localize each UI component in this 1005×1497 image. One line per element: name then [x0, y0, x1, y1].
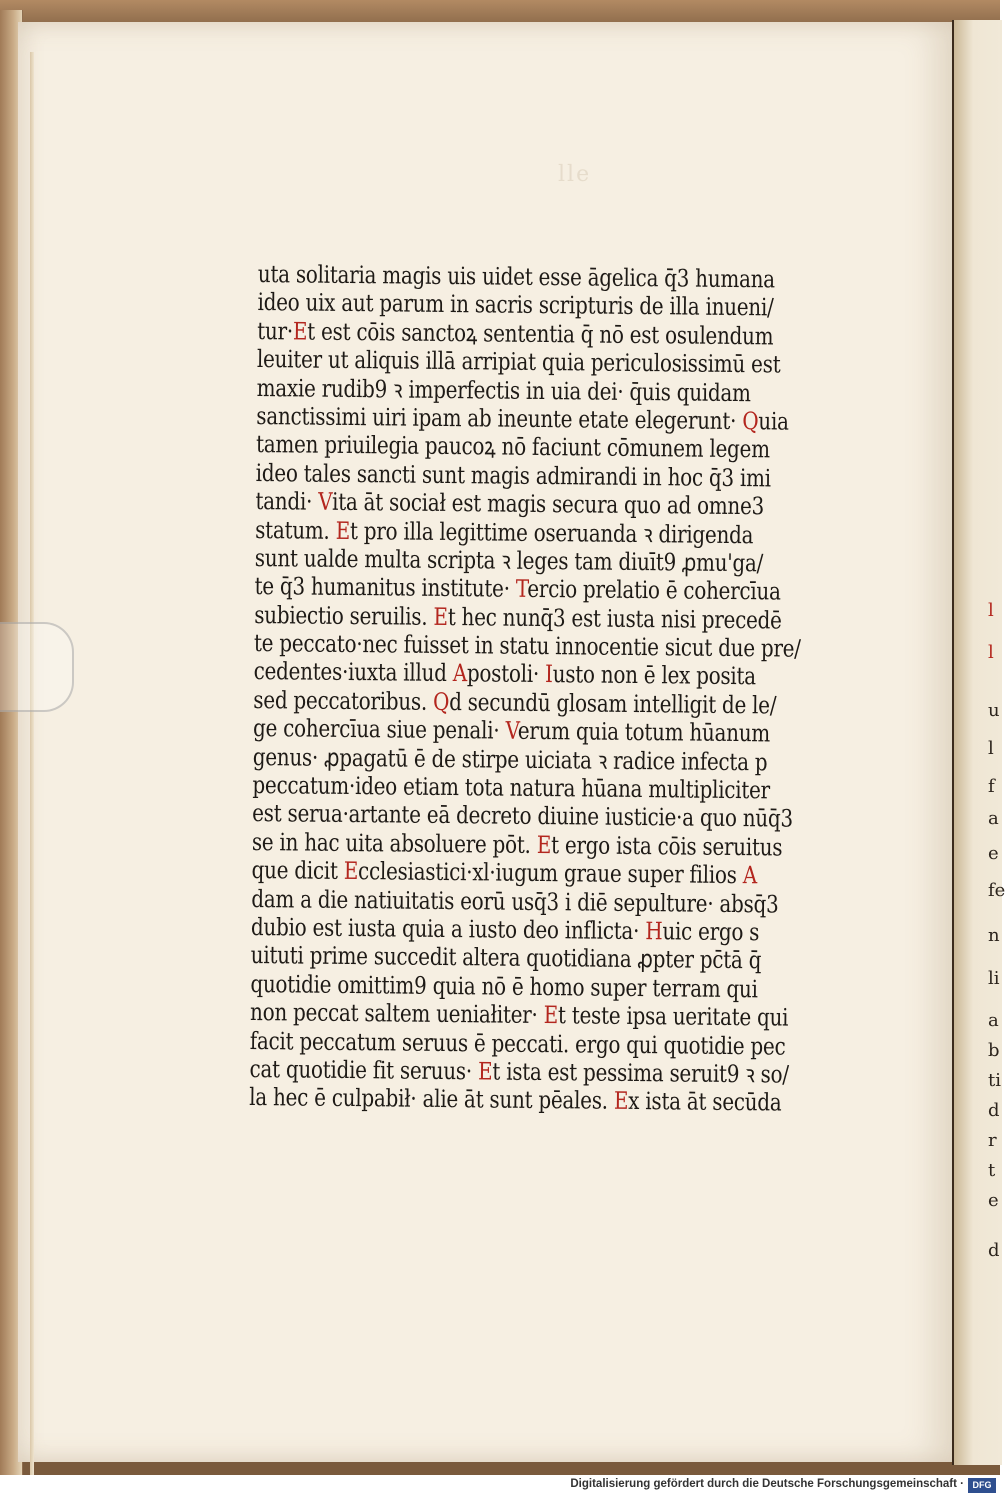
text-segment: postoli· [466, 659, 546, 689]
text-segment: tur· [257, 316, 294, 346]
text-line [249, 1083, 782, 1117]
facing-page-fragment: u [988, 700, 1000, 721]
text-segment: quotidie omittim9 quia nō ē homo super terram qui [250, 969, 758, 1004]
text-segment: usto non ē lex posita [552, 660, 757, 691]
rubricated-initial: I [544, 660, 553, 689]
text-segment: la hec ē culpabił· alie āt sunt pēales. [249, 1083, 615, 1116]
rubricated-initial: E [477, 1057, 493, 1086]
text-segment: leuiter ut aliquis illā arripiat quia periculosissimū est [256, 345, 781, 379]
text-segment: cclesiastici·xl·iugum graue super filios [357, 857, 743, 890]
faint-bleed-through-heading: lle [558, 162, 592, 187]
facing-page-fragment: b [988, 1040, 1000, 1061]
text-segment: te peccato·nec fuisset in statu innocentie sicut due pre/ [253, 629, 801, 663]
page-fold-line [30, 52, 34, 1482]
facing-page-fragment: fe [988, 880, 1005, 901]
text-segment: tamen priuilegia paucoꝝ nō faciunt cōmunem legem [255, 430, 770, 464]
rubricated-initial: E [536, 830, 552, 859]
text-segment: sanctissimi uiri ipam ab ineunte etate elegerunt· [256, 401, 743, 436]
text-segment: t pro illa legittime oseruanda ꝛ dirigenda [349, 516, 754, 549]
facing-page-fragment: n [988, 925, 1000, 946]
rubricated-initial: E [543, 1001, 559, 1030]
facing-page-fragment: f [988, 776, 995, 797]
text-segment: non peccat saltem ueniałiter· [249, 998, 544, 1030]
rubricated-initial: A [742, 861, 758, 890]
text-segment: subiectio seruilis. [254, 600, 434, 631]
text-segment: dubio est iusta quia a iusto deo inflicta· [250, 912, 646, 946]
text-segment: uia [758, 407, 789, 436]
facing-page-fragment: l [988, 738, 994, 759]
facing-page-fragment: li [988, 968, 1000, 989]
rubricated-initial: A [452, 659, 468, 688]
text-segment: cat quotidie fit seruus· [249, 1054, 479, 1086]
page-clip [0, 622, 74, 712]
text-segment: se in hac uita absoluere pōt. [251, 827, 537, 859]
text-segment: uituti prime succedit altera quotidiana ꝓpter pc̄tā q̄ [250, 941, 762, 975]
text-segment: sunt ualde multa scripta ꝛ leges tam diuīt9 ꝓmu'ga/ [254, 543, 764, 578]
text-segment: te q̄3 humanitus institute· [254, 572, 516, 604]
rubricated-initial: E [433, 602, 448, 631]
text-segment: sed peccatoribus. [253, 685, 434, 716]
facing-page-fragment: ti [988, 1070, 1001, 1091]
text-segment: t est cōis sanctoꝝ sententia q̄ nō est osulendum [307, 317, 774, 351]
rubricated-initial: Q [742, 407, 759, 436]
book-page [18, 22, 952, 1462]
facing-page-fragment: a [988, 1010, 999, 1031]
facing-page-fragment: e [988, 843, 999, 864]
rubricated-initial: E [292, 317, 308, 346]
text-segment: x ista āt secūda [628, 1087, 782, 1117]
text-segment: est serua·artante eā decreto diuine iusticie·a quo nūq̄3 [252, 799, 794, 834]
text-segment: t ergo ista cōis seruitus [550, 830, 783, 862]
text-segment: genus· ꝓpagatū ē de stirpe uiciata ꝛ radice infecta p [252, 742, 768, 777]
facing-page-fragment: l [988, 642, 994, 663]
facing-page-fragment: d [988, 1100, 1000, 1121]
facing-page-edge [952, 20, 1005, 1465]
text-segment: ercio prelatio ē cohercīua [527, 575, 781, 606]
text-segment: ita āt sociał est magis secura quo ad omne3 [331, 487, 765, 521]
text-segment: t ista est pessima seruit9 ꝛ so/ [492, 1057, 789, 1089]
text-segment: que dicit [251, 856, 344, 886]
rubricated-initial: T [515, 575, 528, 604]
text-segment: erum quia totum hūanum [517, 716, 771, 748]
rubricated-initial: V [318, 487, 333, 516]
facing-page-fragment: a [988, 808, 999, 829]
rubricated-initial: V [505, 716, 518, 745]
rubricated-initial: E [613, 1087, 629, 1116]
rubricated-initial: E [343, 857, 359, 886]
rubricated-initial: H [645, 917, 663, 946]
text-segment: d secundū glosam intelligit de le/ [449, 687, 777, 720]
text-segment: ideo tales sancti sunt magis admirandi in hoc q̄3 imi [255, 458, 772, 493]
dfg-logo: DFG [968, 1478, 996, 1493]
text-block [249, 260, 888, 1118]
text-segment: tandi· [255, 487, 319, 516]
text-segment: statum. [255, 515, 336, 545]
text-segment: uta solitaria magis uis uidet esse āgelica q̄3 humana [257, 260, 776, 294]
text-segment: uic ergo s [662, 917, 760, 947]
text-segment: maxie rudib9 ꝛ imperfectis in uia dei· q̄uis quidam [256, 373, 751, 407]
text-segment: dam a die natiuitatis eorū usq̄3 i diē sepulture· absq̄3 [251, 884, 779, 919]
text-segment: ideo uix aut parum in sacris scripturis de illa inueni/ [257, 288, 774, 322]
facing-page-fragment: d [988, 1240, 1000, 1261]
text-segment: t teste ipsa ueritate qui [557, 1001, 789, 1032]
facing-page-fragment: r [988, 1130, 997, 1151]
facing-page-fragment: e [988, 1190, 999, 1211]
text-segment: t hec nunq̄3 est iusta nisi precedē [447, 602, 782, 635]
text-segment: cedentes·iuxta illud [253, 657, 453, 688]
rubricated-initial: Q [432, 687, 450, 716]
facing-page-fragment: t [988, 1160, 996, 1181]
digitization-credit: Digitalisierung gefördert durch die Deutsche Forschungsgemeinschaft · [570, 1478, 964, 1490]
rubricated-initial: E [335, 516, 351, 545]
text-segment: peccatum·ideo etiam tota natura hūana multipliciter [252, 771, 771, 805]
footer [0, 1475, 1000, 1497]
text-segment: facit peccatum seruus ē peccati. ergo qui quotidie pec [249, 1026, 786, 1061]
text-segment: ge cohercīua siue penali· [252, 714, 506, 745]
facing-page-fragment: l [988, 600, 994, 621]
